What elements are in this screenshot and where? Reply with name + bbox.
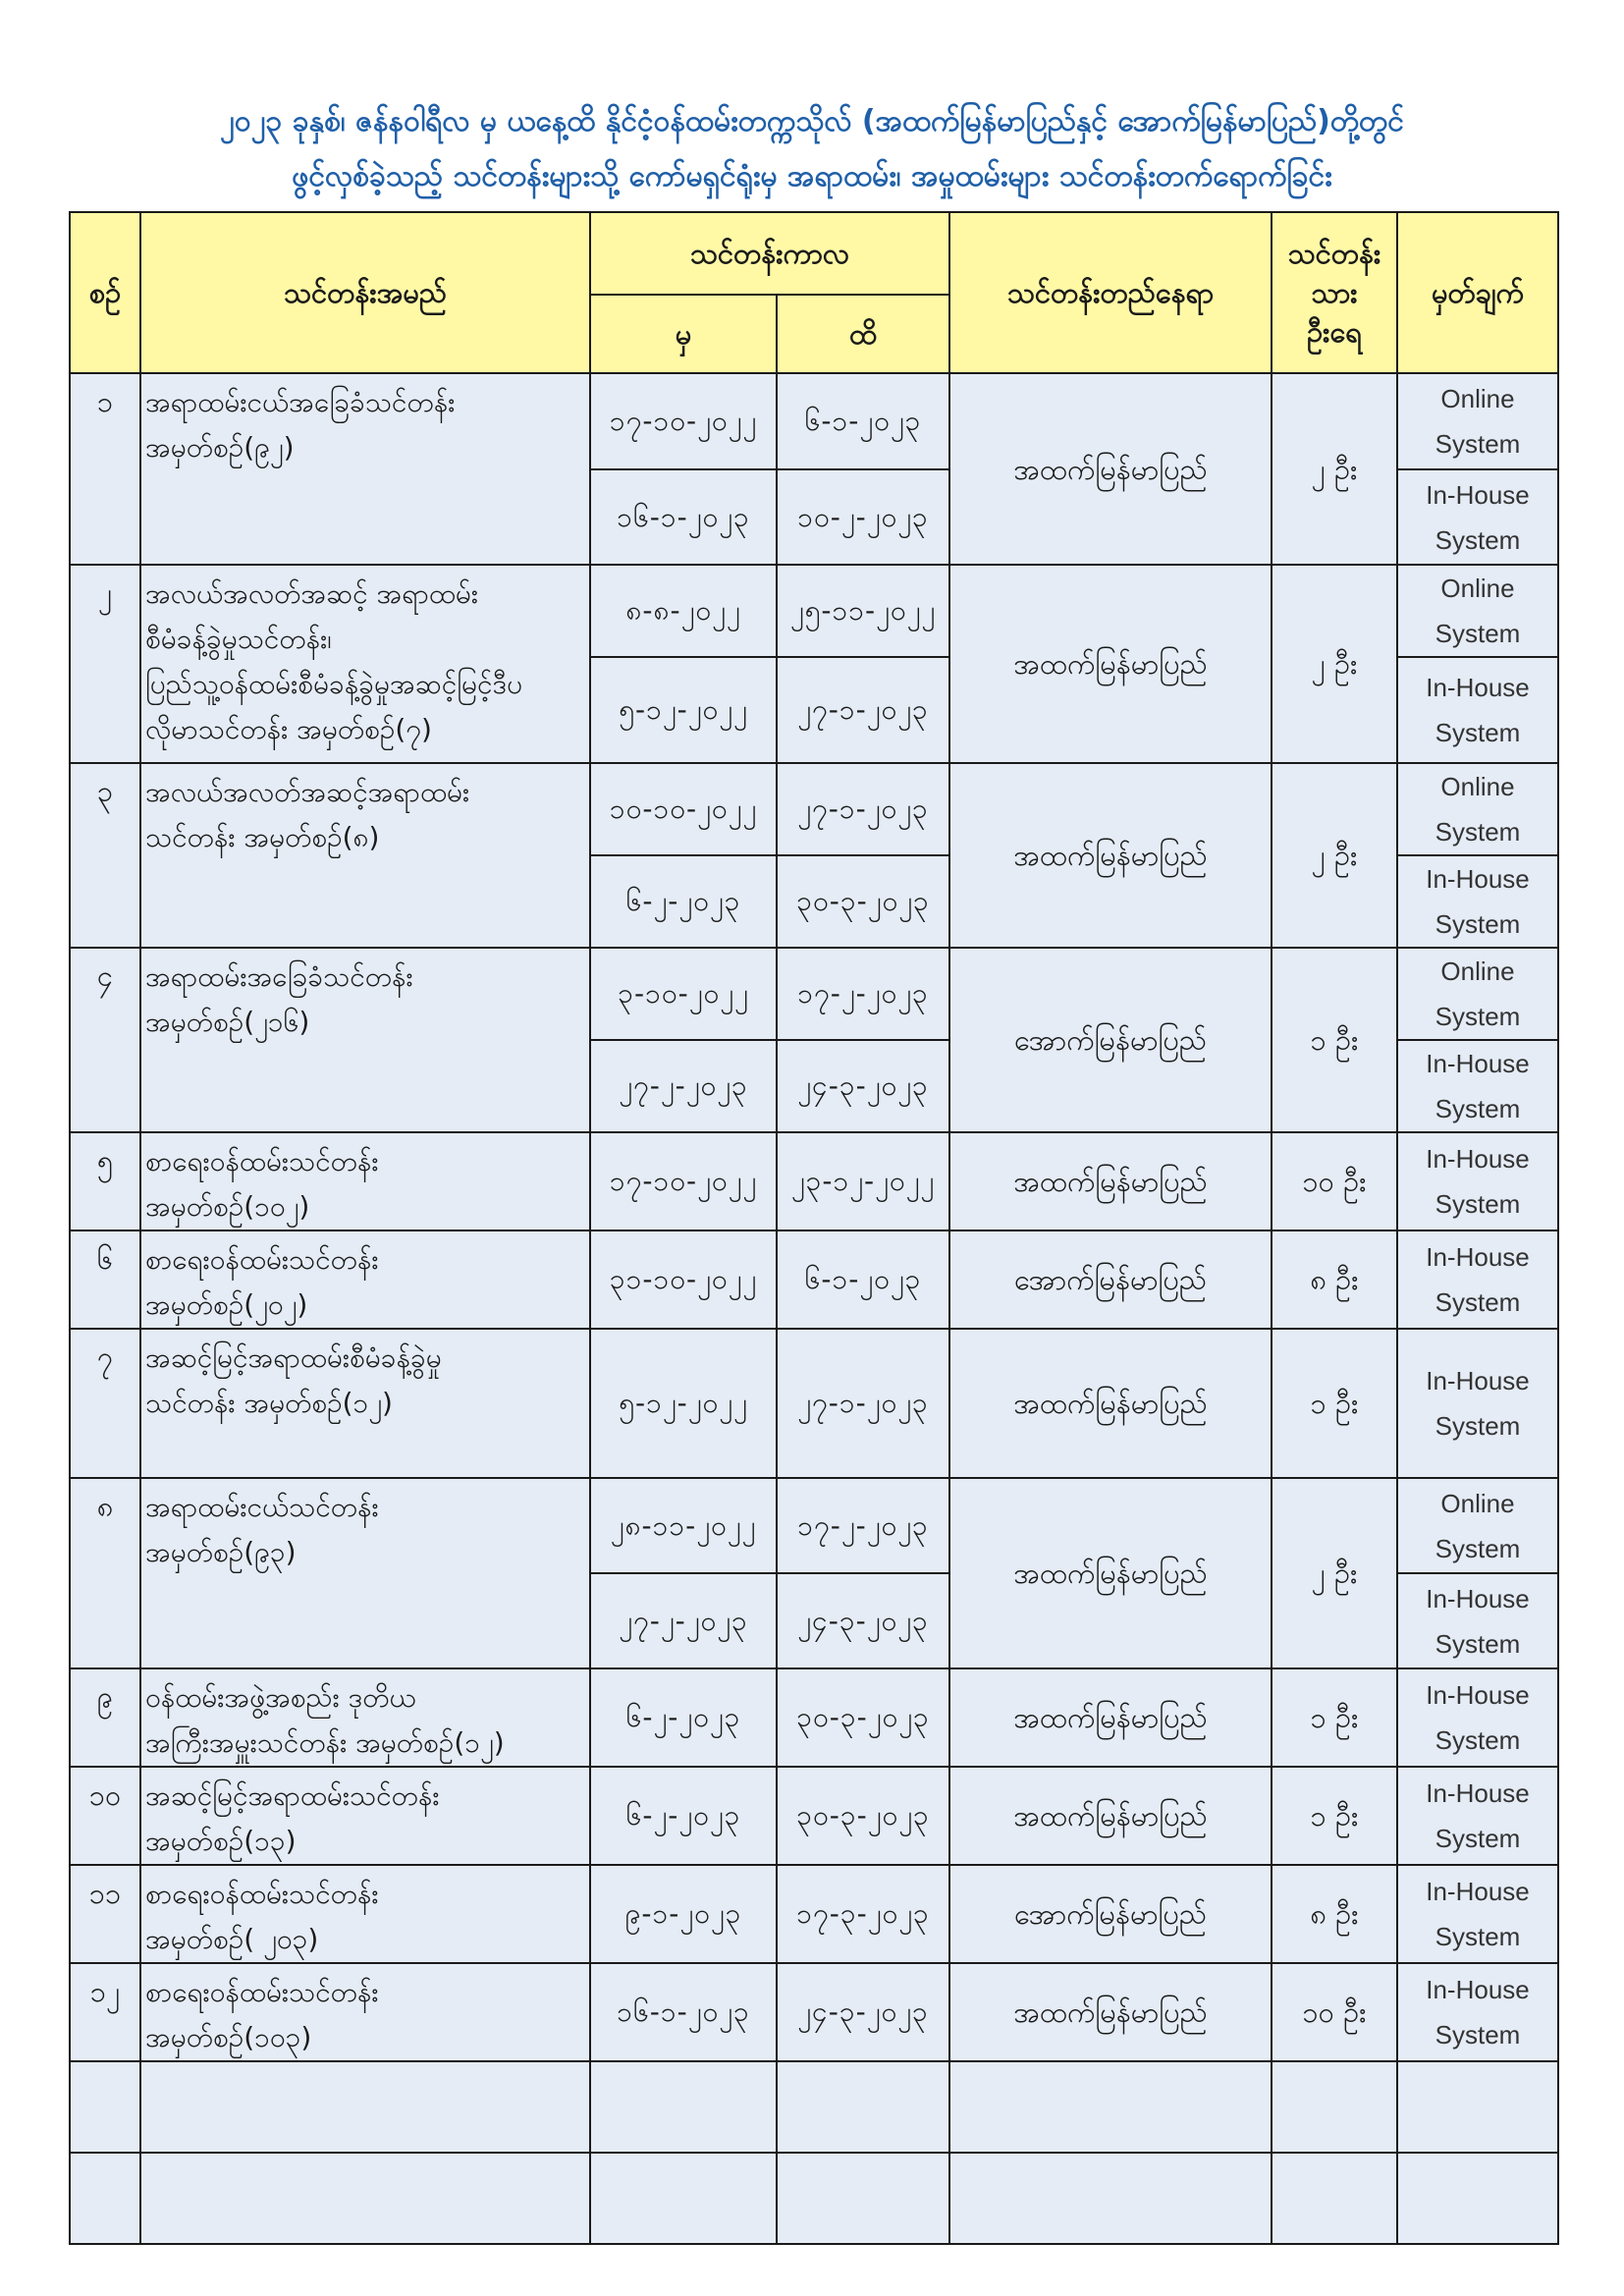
start-date: ၆-၂-၂၀၂၃ — [590, 1767, 777, 1865]
row-number: ၁၂ — [70, 1963, 140, 2061]
start-date: ၁၇-၁၀-၂၀၂၂ — [590, 373, 777, 469]
table-body — [70, 373, 1558, 2244]
empty-cell — [140, 2153, 590, 2244]
table-row — [70, 1132, 1558, 1230]
remark-system: In-House System — [1397, 1668, 1558, 1767]
remark-system: In-House System — [1397, 1230, 1558, 1329]
empty-cell — [949, 2153, 1272, 2244]
venue: အောက်မြန်မာပြည် — [949, 1230, 1272, 1329]
remark-system: Online System — [1397, 763, 1558, 855]
col-header-remark: မှတ်ချက် — [1397, 212, 1558, 373]
remark-system: Online System — [1397, 1478, 1558, 1573]
course-name: စာရေးဝန်ထမ်းသင်တန်း အမှတ်စဉ်( ၂၀၃) — [140, 1865, 590, 1963]
start-date: ၉-၁-၂၀၂၃ — [590, 1865, 777, 1963]
empty-cell — [590, 2061, 777, 2153]
trainee-count: ၁ ဦး — [1272, 1668, 1397, 1767]
venue: အထက်မြန်မာပြည် — [949, 1329, 1272, 1478]
venue: အထက်မြန်မာပြည် — [949, 1132, 1272, 1230]
remark-system: In-House System — [1397, 1865, 1558, 1963]
venue: အောက်မြန်မာပြည် — [949, 1865, 1272, 1963]
trainee-count: ၂ ဦး — [1272, 1478, 1397, 1668]
training-attendance-table — [69, 211, 1559, 2245]
empty-cell — [1272, 2061, 1397, 2153]
venue: အထက်မြန်မာပြည် — [949, 1963, 1272, 2061]
end-date: ၂၄-၃-၂၀၂၃ — [777, 1963, 949, 2061]
course-name: စာရေးဝန်ထမ်းသင်တန်း အမှတ်စဉ်(၂၀၂) — [140, 1230, 590, 1329]
end-date: ၆-၁-၂၀၂၃ — [777, 373, 949, 469]
course-name: အဆင့်မြင့်အရာထမ်းစီမံခန့်ခွဲမှု သင်တန်း အမှတ်စဉ်(၁၂) — [140, 1329, 590, 1478]
remark-system: In-House System — [1397, 1767, 1558, 1865]
row-number: ၂ — [70, 565, 140, 763]
trainee-count: ၁ ဦး — [1272, 948, 1397, 1132]
remark-system: In-House System — [1397, 469, 1558, 565]
venue: အထက်မြန်မာပြည် — [949, 565, 1272, 763]
empty-cell — [1272, 2153, 1397, 2244]
trainee-count: ၁၀ ဦး — [1272, 1132, 1397, 1230]
table-row — [70, 373, 1558, 469]
end-date: ၂၇-၁-၂၀၂၃ — [777, 763, 949, 855]
start-date: ၃၁-၁၀-၂၀၂၂ — [590, 1230, 777, 1329]
row-number: ၁၁ — [70, 1865, 140, 1963]
venue: အထက်မြန်မာပြည် — [949, 1767, 1272, 1865]
row-number: ၈ — [70, 1478, 140, 1668]
row-number: ၁ — [70, 373, 140, 565]
start-date: ၅-၁၂-၂၀၂၂ — [590, 657, 777, 763]
course-name: အလယ်အလတ်အဆင့်အရာထမ်း သင်တန်း အမှတ်စဉ်(၈) — [140, 763, 590, 948]
course-name: အရာထမ်းအခြေခံသင်တန်း အမှတ်စဉ်(၂၁၆) — [140, 948, 590, 1132]
row-number: ၇ — [70, 1329, 140, 1478]
course-name: အရာထမ်းငယ်သင်တန်း အမှတ်စဉ်(၉၃) — [140, 1478, 590, 1668]
venue: အောက်မြန်မာပြည် — [949, 948, 1272, 1132]
row-number: ၆ — [70, 1230, 140, 1329]
empty-cell — [140, 2061, 590, 2153]
remark-system: Online System — [1397, 948, 1558, 1040]
table-row — [70, 1478, 1558, 1573]
end-date: ၃၀-၃-၂၀၂၃ — [777, 1767, 949, 1865]
table-header — [70, 212, 1558, 373]
remark-system: Online System — [1397, 565, 1558, 657]
col-header-period: သင်တန်းကာလ — [590, 212, 949, 295]
start-date: ၂၈-၁၁-၂၀၂၂ — [590, 1478, 777, 1573]
trainee-count: ၂ ဦး — [1272, 373, 1397, 565]
course-name: အလယ်အလတ်အဆင့် အရာထမ်း စီမံခန့်ခွဲမှုသင်တန်း၊ ပြည်သူ့ဝန်ထမ်းစီမံခန့်ခွဲမှုအဆင့်မြင့်ဒီပ လိုမာသင်တန်း အမှတ်စဉ်(၇) — [140, 565, 590, 763]
end-date: ၃၀-၃-၂၀၂၃ — [777, 1668, 949, 1767]
empty-row — [70, 2153, 1558, 2244]
trainee-count: ၈ ဦး — [1272, 1230, 1397, 1329]
start-date: ၅-၁၂-၂၀၂၂ — [590, 1329, 777, 1478]
table-row — [70, 948, 1558, 1040]
course-name: စာရေးဝန်ထမ်းသင်တန်း အမှတ်စဉ်(၁၀၃) — [140, 1963, 590, 2061]
empty-cell — [70, 2153, 140, 2244]
course-name: အဆင့်မြင့်အရာထမ်းသင်တန်း အမှတ်စဉ်(၁၃) — [140, 1767, 590, 1865]
start-date: ၁၀-၁၀-၂၀၂၂ — [590, 763, 777, 855]
end-date: ၁၇-၂-၂၀၂၃ — [777, 1478, 949, 1573]
trainee-count: ၂ ဦး — [1272, 565, 1397, 763]
start-date: ၆-၂-၂၀၂၃ — [590, 855, 777, 948]
table-row — [70, 1668, 1558, 1767]
start-date: ၆-၂-၂၀၂၃ — [590, 1668, 777, 1767]
end-date: ၆-၁-၂၀၂၃ — [777, 1230, 949, 1329]
table-row — [70, 565, 1558, 657]
start-date: ၁၆-၁-၂၀၂၃ — [590, 469, 777, 565]
end-date: ၃၀-၃-၂၀၂၃ — [777, 855, 949, 948]
venue: အထက်မြန်မာပြည် — [949, 373, 1272, 565]
start-date: ၃-၁၀-၂၀၂၂ — [590, 948, 777, 1040]
col-header-trainees: သင်တန်း သား ဦးရေ — [1272, 212, 1397, 373]
col-header-to: ထိ — [777, 295, 949, 373]
col-header-course: သင်တန်းအမည် — [140, 212, 590, 373]
venue: အထက်မြန်မာပြည် — [949, 1668, 1272, 1767]
trainee-count: ၁ ဦး — [1272, 1767, 1397, 1865]
table-row — [70, 1230, 1558, 1329]
trainee-count: ၂ ဦး — [1272, 763, 1397, 948]
empty-cell — [777, 2153, 949, 2244]
course-name: စာရေးဝန်ထမ်းသင်တန်း အမှတ်စဉ်(၁၀၂) — [140, 1132, 590, 1230]
remark-system: In-House System — [1397, 1963, 1558, 2061]
start-date: ၁၇-၁၀-၂၀၂၂ — [590, 1132, 777, 1230]
empty-cell — [1397, 2153, 1558, 2244]
trainee-count: ၈ ဦး — [1272, 1865, 1397, 1963]
end-date: ၂၃-၁၂-၂၀၂၂ — [777, 1132, 949, 1230]
course-name: ဝန်ထမ်းအဖွဲ့အစည်း ဒုတိယ အကြီးအမှူးသင်တန်း အမှတ်စဉ်(၁၂) — [140, 1668, 590, 1767]
table-row — [70, 1767, 1558, 1865]
remark-system: In-House System — [1397, 1573, 1558, 1668]
course-name: အရာထမ်းငယ်အခြေခံသင်တန်း အမှတ်စဉ်(၉၂) — [140, 373, 590, 565]
row-number: ၉ — [70, 1668, 140, 1767]
document-title-line-1: ၂၀၂၃ ခုနှစ်၊ ဇန်နဝါရီလ မှ ယနေ့ထိ နိုင်ငံ့ဝန်ထမ်းတက္ကသိုလ် (အထက်မြန်မာပြည်နှင့် အောက်မြန်မာပြည်)တို့တွင် — [220, 104, 1404, 138]
table-row — [70, 1865, 1558, 1963]
end-date: ၁၇-၃-၂၀၂၃ — [777, 1865, 949, 1963]
remark-system: In-House System — [1397, 1132, 1558, 1230]
end-date: ၂၄-၃-၂၀၂၃ — [777, 1040, 949, 1132]
row-number: ၁၀ — [70, 1767, 140, 1865]
row-number: ၄ — [70, 948, 140, 1132]
end-date: ၂၅-၁၁-၂၀၂၂ — [777, 565, 949, 657]
end-date: ၁၀-၂-၂၀၂၃ — [777, 469, 949, 565]
remark-system: In-House System — [1397, 1040, 1558, 1132]
start-date: ၁၆-၁-၂၀၂၃ — [590, 1963, 777, 2061]
empty-row — [70, 2061, 1558, 2153]
document-title-line-2: ဖွင့်လှစ်ခဲ့သည့် သင်တန်းများသို့ ကော်မရှင်ရုံးမှ အရာထမ်း၊ အမှုထမ်းများ သင်တန်းတက်ရောက်ခြင်း — [292, 159, 1332, 193]
empty-cell — [949, 2061, 1272, 2153]
table-row — [70, 1963, 1558, 2061]
end-date: ၂၇-၁-၂၀၂၃ — [777, 657, 949, 763]
row-number: ၃ — [70, 763, 140, 948]
remark-system: In-House System — [1397, 855, 1558, 948]
venue: အထက်မြန်မာပြည် — [949, 1478, 1272, 1668]
empty-cell — [1397, 2061, 1558, 2153]
end-date: ၂၇-၁-၂၀၂၃ — [777, 1329, 949, 1478]
end-date: ၂၄-၃-၂၀၂၃ — [777, 1573, 949, 1668]
table-row — [70, 763, 1558, 855]
start-date: ၂၇-၂-၂၀၂၃ — [590, 1573, 777, 1668]
remark-system: In-House System — [1397, 657, 1558, 763]
empty-cell — [590, 2153, 777, 2244]
remark-system: In-House System — [1397, 1329, 1558, 1478]
row-number: ၅ — [70, 1132, 140, 1230]
col-header-venue: သင်တန်းတည်နေရာ — [949, 212, 1272, 373]
start-date: ၈-၈-၂၀၂၂ — [590, 565, 777, 657]
start-date: ၂၇-၂-၂၀၂၃ — [590, 1040, 777, 1132]
empty-cell — [777, 2061, 949, 2153]
trainee-count: ၁၀ ဦး — [1272, 1963, 1397, 2061]
empty-cell — [70, 2061, 140, 2153]
col-header-from: မှ — [590, 295, 777, 373]
col-header-no: စဉ် — [70, 212, 140, 373]
venue: အထက်မြန်မာပြည် — [949, 763, 1272, 948]
trainee-count: ၁ ဦး — [1272, 1329, 1397, 1478]
remark-system: Online System — [1397, 373, 1558, 469]
end-date: ၁၇-၂-၂၀၂၃ — [777, 948, 949, 1040]
table-row — [70, 1329, 1558, 1478]
